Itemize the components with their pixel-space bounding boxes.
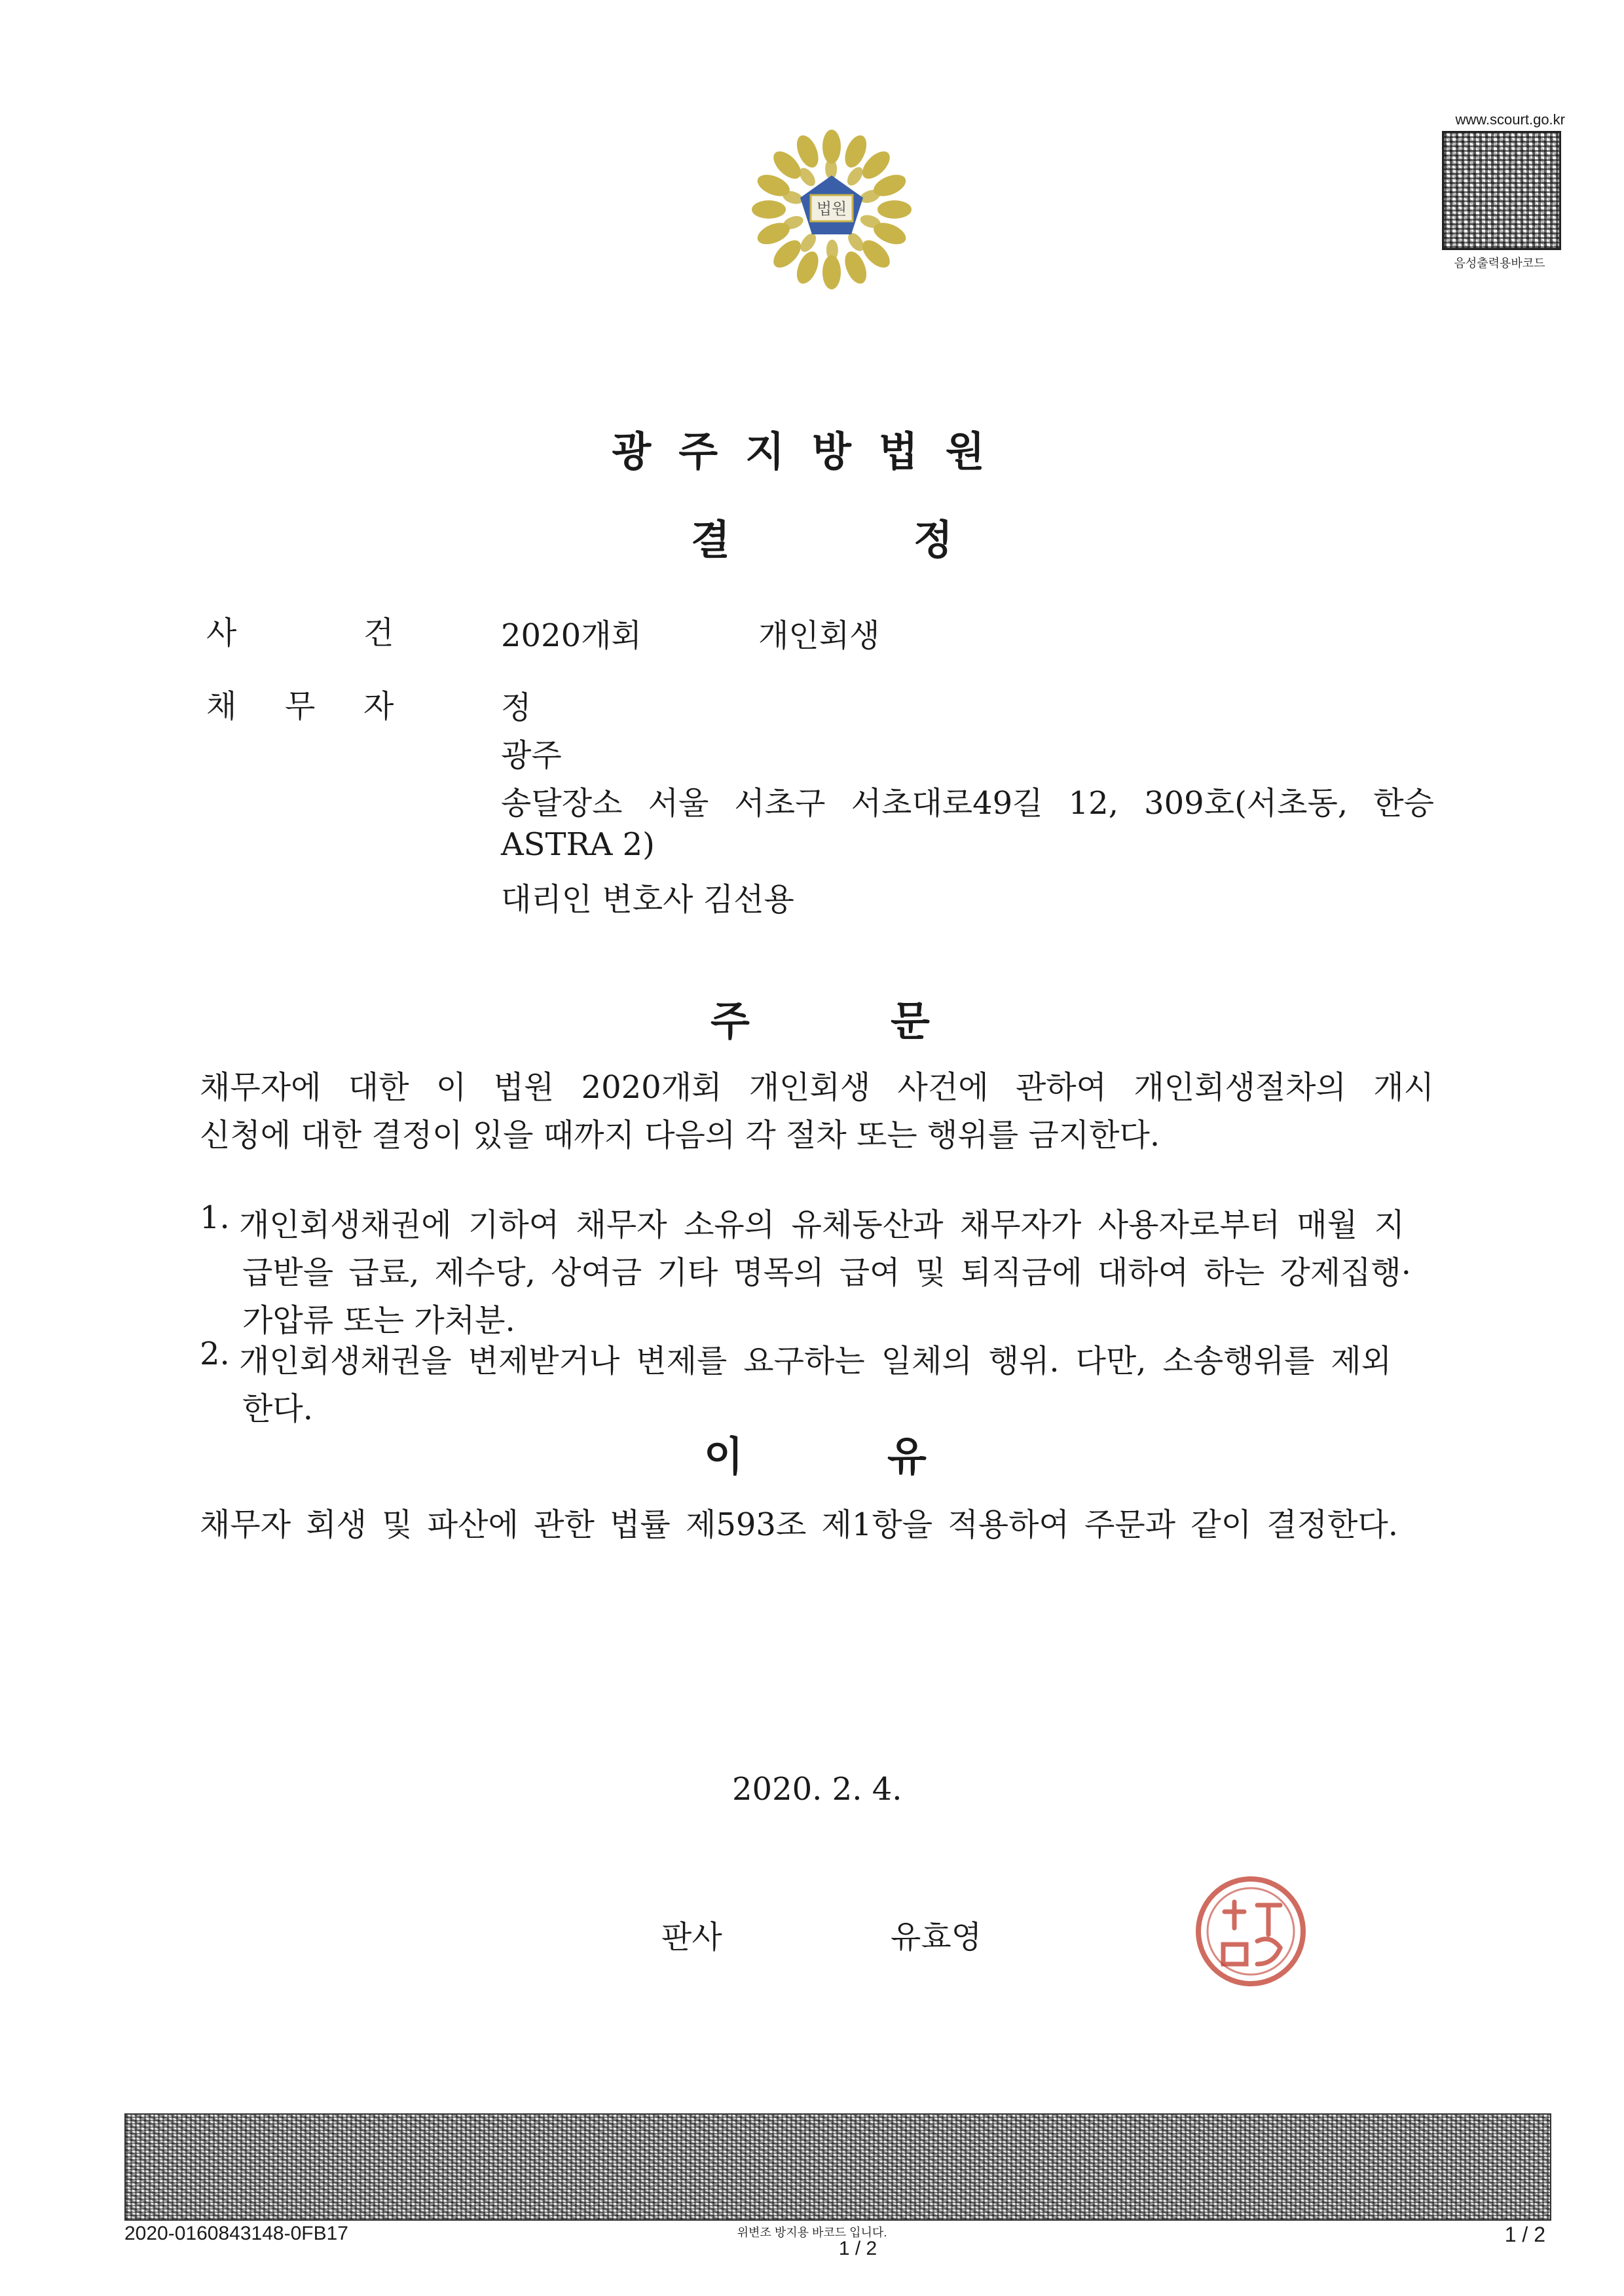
reason-heading-char-1: 이 (704, 1432, 743, 1480)
order-text-line-1: 채무자에 대한 이 법원 2020개회 개인회생 사건에 관하여 개인회생절차의 개시 (200, 1069, 1434, 1106)
doc-type-char-2: 정 (913, 516, 953, 564)
debtor-label-char-1: 채 (206, 688, 237, 725)
page-number-right: 1 / 2 (1504, 2223, 1545, 2246)
emblem-inner-petal (844, 164, 866, 189)
order-item-1-line-3: 가압류 또는 가처분. (242, 1302, 515, 1339)
qr-code-block (1434, 111, 1565, 271)
judge-title: 판사 (661, 1919, 722, 1956)
document-id: 2020-0160843148-0FB17 (124, 2223, 348, 2244)
emblem-petal (752, 200, 786, 219)
order-text-line-2: 신청에 대한 결정이 있을 때까지 다음의 각 절차 또는 행위를 금지한다. (200, 1117, 1160, 1154)
page-number-center: 1 / 2 (838, 2238, 877, 2259)
qr-caption: 음성출력용바코드 (1454, 257, 1545, 270)
order-item-1-number: 1. (200, 1199, 230, 1236)
case-label-char-1: 사 (206, 615, 237, 651)
case-type: 개인회생 (758, 617, 880, 654)
order-item-1-line-2: 급받을 급료, 제수당, 상여금 기타 명목의 급여 및 퇴직금에 대하여 하는 강제집행· (242, 1254, 1412, 1291)
debtor-agent: 대리인 변호사 김선용 (501, 881, 794, 918)
court-name: 광주지방법원 (612, 428, 1012, 475)
barcode-note: 위변조 방지용 바코드 입니다. (737, 2226, 887, 2239)
debtor-label-char-3: 자 (363, 688, 394, 725)
qr-url: www.scourt.go.kr (1455, 111, 1565, 128)
order-item-2-line-1: 개인회생채권을 변제받거나 변제를 요구하는 일체의 행위. 다만, 소송행위를 제외 (239, 1343, 1392, 1379)
case-label-char-2: 건 (363, 615, 394, 651)
case-number: 2020개회 (501, 617, 642, 654)
court-emblem-icon (747, 124, 917, 295)
debtor-name: 정 (501, 689, 532, 726)
anti-forgery-barcode (124, 2113, 1551, 2221)
service-address-line-2: ASTRA 2) (501, 826, 655, 863)
debtor-label-char-2: 무 (285, 688, 316, 725)
debtor-address: 광주 (501, 737, 562, 774)
order-item-2-number: 2. (200, 1336, 230, 1372)
order-item-2-line-2: 한다. (242, 1391, 313, 1427)
judge-name: 유효영 (891, 1919, 982, 1956)
reason-text: 채무자 회생 및 파산에 관한 법률 제593조 제1항을 적용하여 주문과 같이 결정한다. (200, 1506, 1398, 1543)
emblem-label: 법원 (816, 200, 847, 218)
emblem-petal (877, 200, 912, 219)
service-address-line-1: 송달장소 서울 서초구 서초대로49길 12, 309호(서초동, 한승 (501, 785, 1434, 822)
reason-heading-char-2: 유 (887, 1432, 927, 1480)
order-item-1-line-1: 개인회생채권에 기하여 채무자 소유의 유체동산과 채무자가 사용자로부터 매월 지 (239, 1207, 1405, 1243)
order-heading-char-2: 문 (891, 997, 930, 1045)
qr-code-icon (1442, 131, 1561, 250)
decision-date: 2020. 2. 4. (732, 1771, 902, 1808)
judge-seal-icon (1192, 1872, 1310, 1990)
doc-type-char-1: 결 (691, 516, 730, 564)
order-heading-char-1: 주 (710, 997, 750, 1045)
